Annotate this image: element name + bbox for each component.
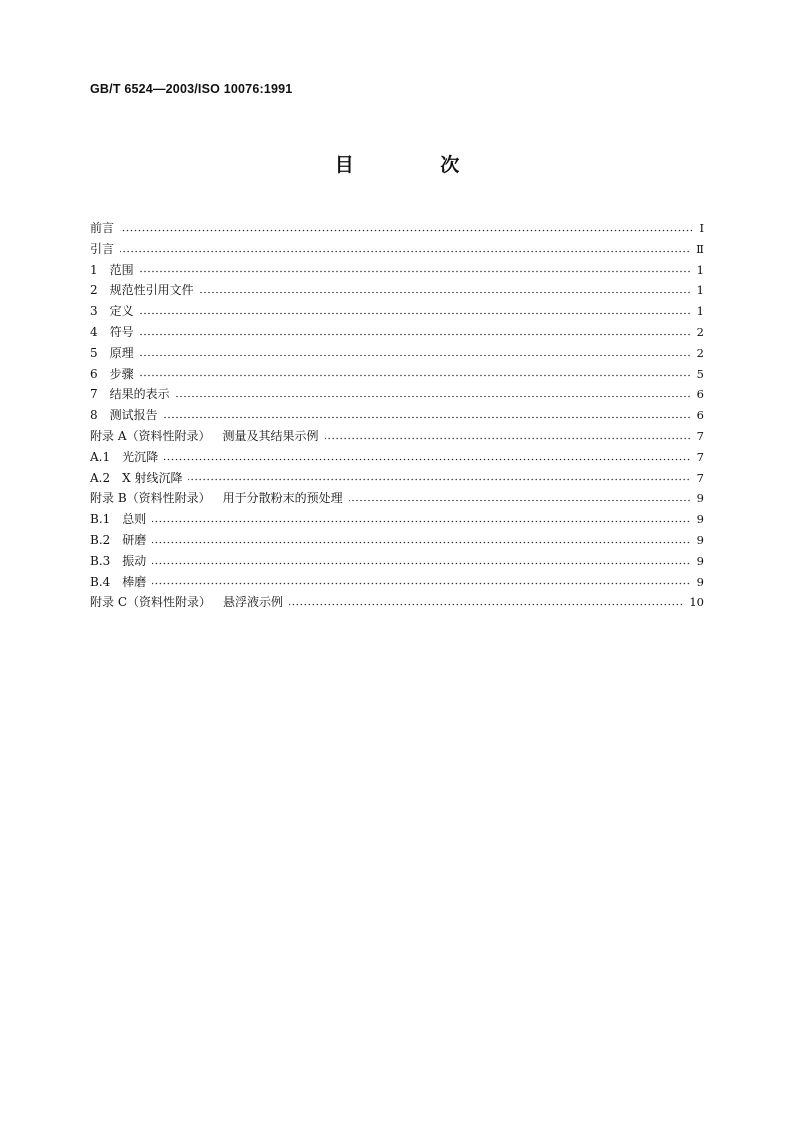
toc-entry[interactable] [90,592,704,613]
toc-entry-page-number: 9 [696,512,704,527]
toc-entry-page-number: 5 [696,366,704,381]
dot-leader [140,374,691,377]
dot-leader [140,333,691,336]
toc-entry-page-number: 9 [696,553,704,568]
toc-entry-number: B.3 [90,553,111,568]
toc-entry-page-number: 6 [696,387,704,402]
dot-leader [140,312,691,315]
toc-entry-number: 4 [90,324,98,339]
toc-entry-page-number: 9 [696,574,704,589]
toc-entry-page-number: 2 [696,324,704,339]
toc-entry-page-number: 1 [696,262,704,277]
toc-entry-title: 引言 [90,241,115,256]
toc-entry-title: 棒磨 [122,574,147,589]
dot-leader [164,458,691,461]
toc-entry-title: 前言 [90,221,115,235]
toc-entry-title: 研磨 [122,532,147,547]
toc-entry[interactable] [90,280,704,301]
toc-entry-title: 原理 [109,345,134,360]
toc-entry-page-number: 1 [696,283,704,298]
toc-entry-page-number: 2 [696,345,704,360]
toc-entry-number: 3 [90,304,98,319]
toc-entry[interactable] [90,260,704,281]
toc-entry-title: 光沉降 [122,449,159,464]
dot-leader [200,291,691,294]
dot-leader [152,520,690,523]
toc-entry[interactable] [90,218,704,239]
toc-entry-number: 2 [90,283,98,298]
dot-leader [120,250,690,253]
toc-entry-page-number: 6 [696,408,704,423]
toc-entry-page-number: 10 [689,595,704,610]
toc-entry-page-number: 7 [696,470,704,485]
toc-entry-number: B.4 [90,574,111,589]
toc-entry[interactable] [90,572,704,593]
toc-entry-page-number: 7 [696,428,704,443]
toc-entry-page-number: Ⅱ [696,241,704,256]
toc-entry-title: 测试报告 [109,408,158,423]
toc-title: 目 次 [334,154,500,176]
toc-entry-title: X 射线沉降 [122,470,183,485]
toc-entry[interactable] [90,426,704,447]
toc-entry-page-number: Ⅰ [699,221,704,235]
toc-entry-title: 悬浮液示例 [223,595,284,610]
toc-entry-title: 振动 [122,553,147,568]
toc-entry[interactable] [90,301,704,322]
dot-leader [120,229,693,232]
toc-entry[interactable] [90,447,704,468]
toc-entry-number: 附录 A（资料性附录） [90,428,211,443]
toc-entry-number: A.1 [90,449,111,464]
dot-leader [349,499,691,502]
toc-entry-number: 1 [90,262,98,277]
toc-entry-title: 符号 [109,324,134,339]
standard-code-header: GB/T 6524—2003/ISO 10076:1991 [90,82,293,96]
toc-entry-number: 7 [90,387,98,402]
dot-leader [140,354,691,357]
toc-entry-title: 步骤 [109,366,134,381]
dot-leader [152,562,690,565]
toc-entry[interactable] [90,551,704,572]
toc-entry-page-number: 9 [696,491,704,506]
dot-leader [188,478,690,481]
toc-entry[interactable] [90,322,704,343]
toc-entry[interactable] [90,488,704,509]
toc-entry-title: 定义 [109,304,134,319]
toc-entry-title: 总则 [122,512,147,527]
toc-entry-number: 附录 C（资料性附录） [90,595,211,610]
toc-entry-title: 范围 [109,262,134,277]
toc-entry-number: B.1 [90,512,111,527]
toc-entry-number: 附录 B（资料性附录） [90,491,211,506]
dot-leader [152,541,690,544]
toc-entry[interactable] [90,364,704,385]
toc-entry-number: 8 [90,408,98,423]
toc-entry[interactable] [90,509,704,530]
toc-entry[interactable] [90,468,704,489]
toc-entry[interactable] [90,384,704,405]
toc-entry[interactable] [90,530,704,551]
toc-entry[interactable] [90,239,704,260]
toc-entry-number: 6 [90,366,98,381]
dot-leader [325,437,691,440]
toc-entry[interactable] [90,343,704,364]
toc-entry-page-number: 7 [696,449,704,464]
toc-entry-title: 结果的表示 [109,387,170,402]
dot-leader [176,395,691,398]
toc-entry[interactable] [90,405,704,426]
dot-leader [140,270,691,273]
toc-entry-number: A.2 [90,470,111,485]
toc-entry-title: 测量及其结果示例 [222,428,319,443]
table-of-contents [90,218,704,613]
dot-leader [152,582,690,585]
dot-leader [164,416,691,419]
dot-leader [289,603,683,606]
toc-entry-number: B.2 [90,532,111,547]
toc-entry-page-number: 9 [696,532,704,547]
toc-entry-title: 规范性引用文件 [109,283,194,298]
toc-entry-number: 5 [90,345,98,360]
toc-entry-page-number: 1 [696,304,704,319]
toc-entry-title: 用于分散粉末的预处理 [222,491,343,506]
